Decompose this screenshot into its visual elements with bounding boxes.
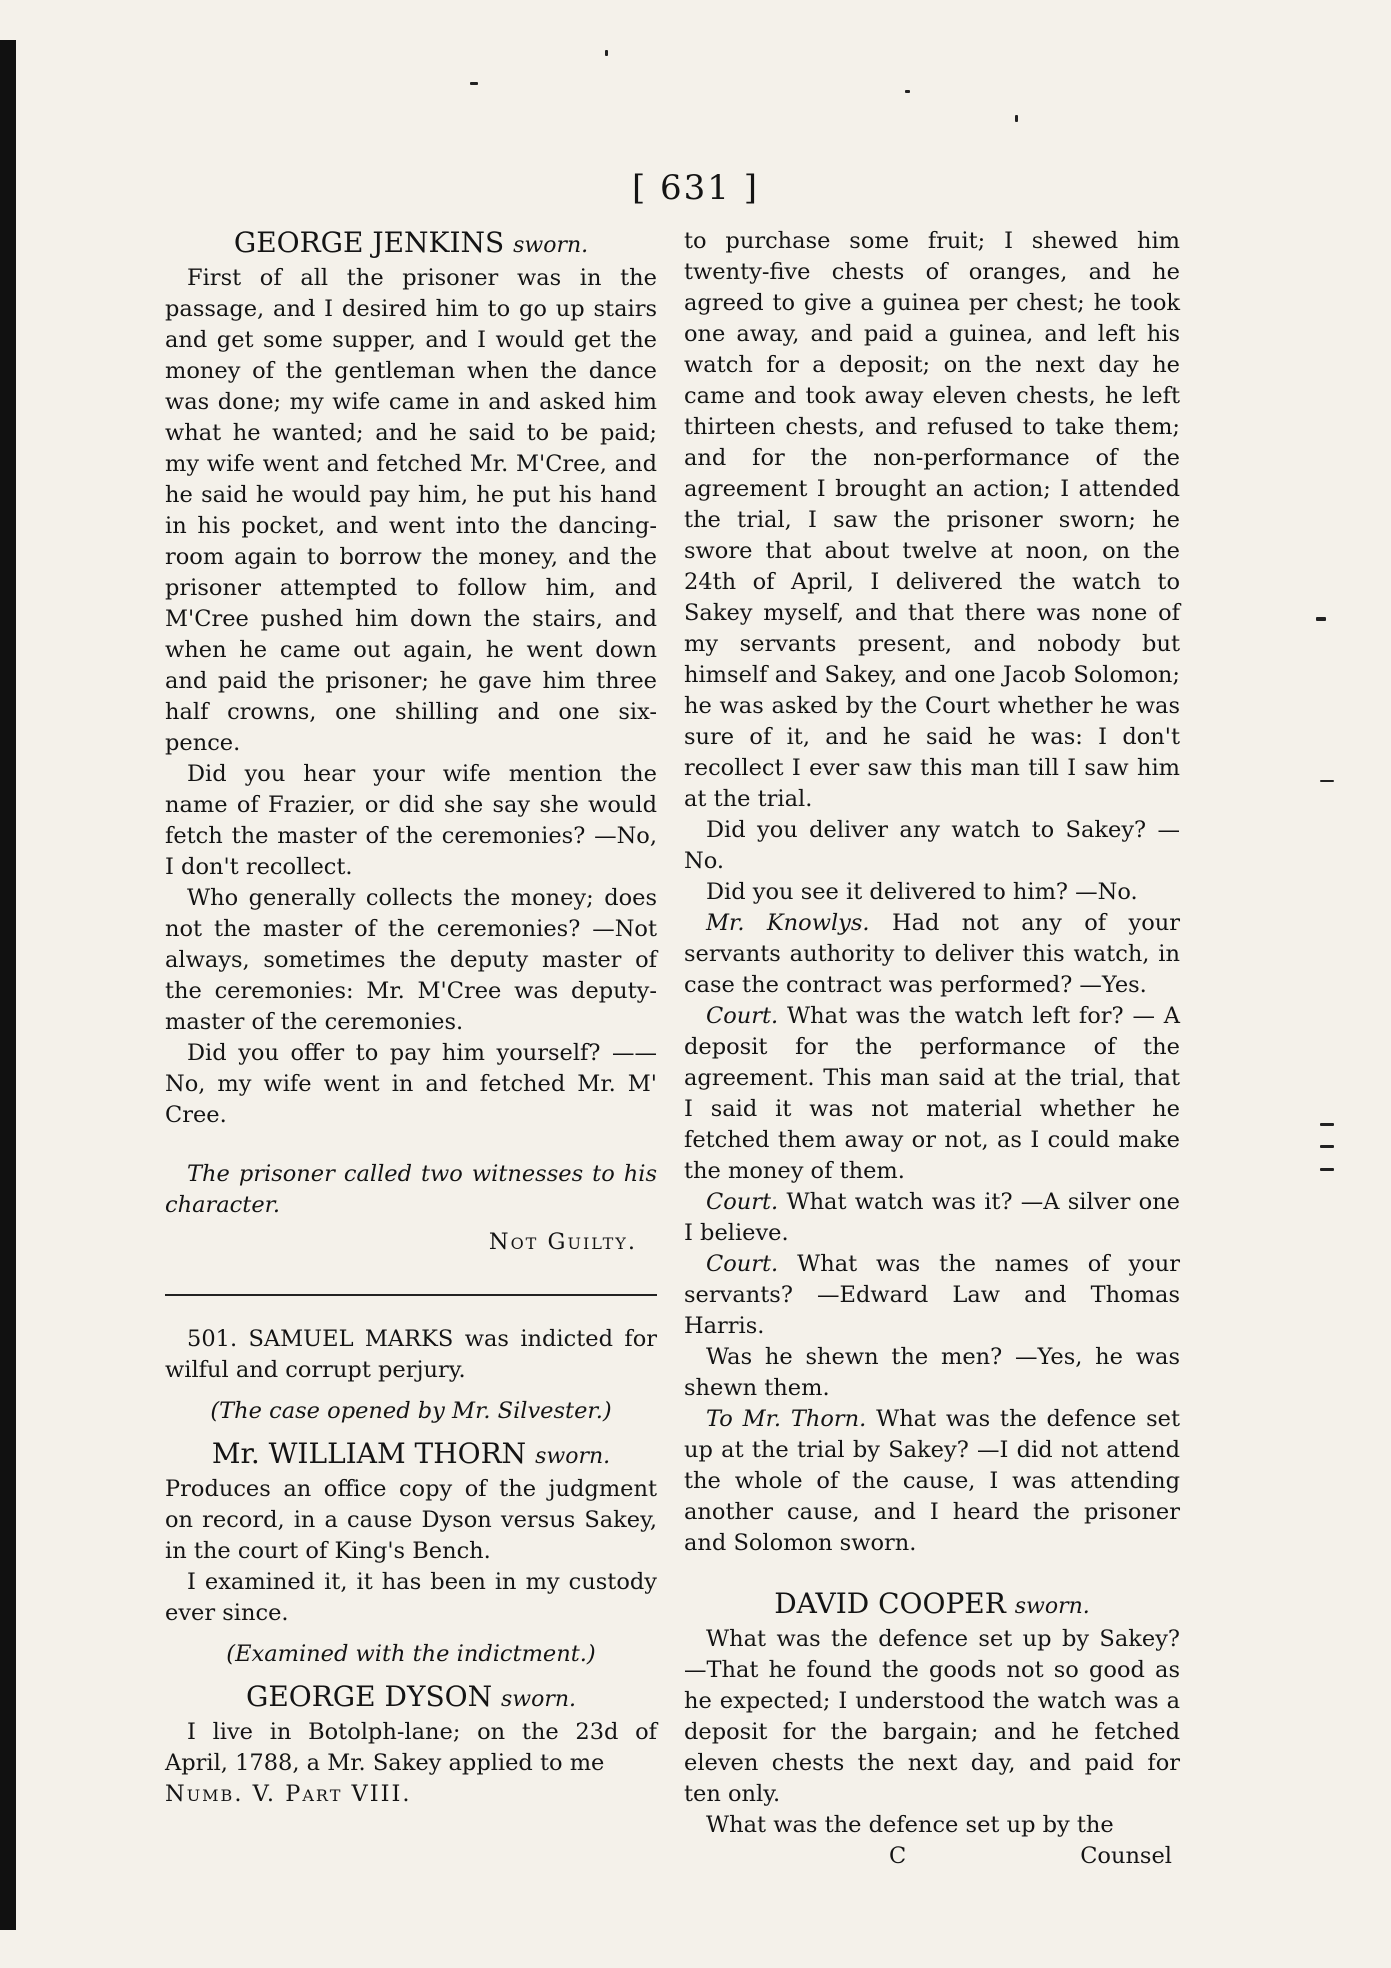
spacer	[684, 1559, 1180, 1587]
testimony-paragraph: Did you see it delivered to him? —No.	[706, 879, 1138, 905]
exchange-text: Had not any of your servants authority to deliver this watch, in case the contract was performed? —Yes.	[684, 910, 1181, 998]
witness-heading-cooper	[684, 1587, 1180, 1624]
testimony-paragraph: Produces an office copy of the judgment on record, in a cause Dyson versus Sakey, in the court of King's Bench.	[165, 1476, 657, 1564]
ink-speck	[1015, 115, 1018, 122]
testimony-paragraph: What was the defence set up by Sakey? —That he found the goods not so good as he expected; I understood the watch was a deposit for the bargain; and he fetched eleven chests the next day, and paid for ten only.	[684, 1626, 1180, 1807]
witness-name: GEORGE JENKINS	[233, 226, 505, 259]
testimony-paragraph: Who generally collects the money; does not the master of the ceremonies? —Not always, sometimes the deputy master of the ceremonies: Mr. M'Cree was deputy-master of the ceremonies.	[165, 885, 657, 1035]
witness-name: Mr. WILLIAM THORN	[211, 1437, 527, 1470]
case-opened-note: (The case opened by Mr. Silvester.)	[210, 1398, 612, 1424]
testimony-paragraph: I examined it, it has been in my custody ever since.	[165, 1569, 657, 1626]
ink-speck	[1320, 1168, 1334, 1171]
witness-name: GEORGE DYSON	[245, 1680, 493, 1713]
examined-note: (Examined with the indictment.)	[226, 1641, 596, 1667]
examination-to-thorn	[684, 1404, 1180, 1559]
testimony-paragraph: I live in Botolph-lane; on the 23d of April, 1788, a Mr. Sakey applied to me	[165, 1719, 657, 1776]
exchange-text: What was the names of your servants? —Edward Law and Thomas Harris.	[684, 1251, 1181, 1339]
ink-speck	[605, 50, 608, 56]
speaker-label: Court.	[706, 1003, 779, 1029]
page-binding-edge	[0, 40, 16, 1930]
exchange-text: What was the watch left for? — A deposit for the performance of the agreement. This man said at the trial, that I said it was not material whether he fetched them away or not, as I could make the money of them.	[684, 1003, 1181, 1184]
testimony-paragraph: What was the defence set up by the	[706, 1812, 1114, 1838]
speaker-label: Court.	[706, 1189, 779, 1215]
catch-line	[684, 1841, 1180, 1872]
case-intro: 501. SAMUEL MARKS was indicted for wilful and corrupt perjury.	[165, 1326, 657, 1383]
catchword: Counsel	[1080, 1843, 1172, 1869]
case-divider-rule	[165, 1294, 657, 1296]
examination-knowlys	[684, 908, 1180, 1001]
testimony-paragraph: First of all the prisoner was in the passage, and I desired him to go up stairs and get some supper, and I would get the money of the gentleman when the dance was done; my wife came in and asked him what he wanted; and he said to be paid; my wife went and fetched Mr. M'Cree, and he said he would pay him, he put his hand in his pocket, and went into the dancing-room again to borrow the money, and the prisoner attempted to follow him, and M'Cree pushed him down the stairs, and when he came out again, he went down and paid the prisoner; he gave him three half crowns, one shilling and one six-pence.	[165, 265, 657, 756]
witness-heading-dyson	[165, 1680, 657, 1717]
sworn-label: sworn.	[500, 1687, 577, 1712]
speaker-label: To Mr. Thorn.	[706, 1406, 867, 1432]
signature-footer: Numb. V. Part VIII.	[165, 1781, 412, 1807]
signature-mark: C	[889, 1843, 907, 1869]
ink-speck	[1320, 780, 1334, 782]
speaker-label: Mr. Knowlys.	[706, 910, 870, 936]
exchange-text: What watch was it? —A silver one I believe.	[684, 1189, 1181, 1246]
examination-court	[684, 1187, 1180, 1249]
speaker-label: Court.	[706, 1251, 779, 1277]
page-number: [ 631 ]	[631, 168, 760, 208]
witness-heading-jenkins	[165, 226, 657, 263]
testimony-paragraph: Did you hear your wife mention the name of Frazier, or did she say she would fetch the master of the ceremonies? —No, I don't recollect.	[165, 761, 657, 880]
testimony-paragraph: to purchase some fruit; I shewed him twenty-five chests of oranges, and he agreed to give a guinea per chest; he took one away, and paid a guinea, and left his watch for a deposit; on the next day he came and took away eleven chests, he left thirteen chests, and refused to take them; and for the non-performance of the agreement I brought an action; I attended the trial, I saw the prisoner sworn; he swore that about twelve at noon, on the 24th of April, I delivered the watch to Sakey myself, and that there was none of my servants present, and nobody but himself and Sakey, and one Jacob Solomon; he was asked by the Court whether he was sure of it, and he said he was: I don't recollect I ever saw this man till I saw him at the trial.	[684, 228, 1180, 812]
exchange-text: What was the defence set up at the trial by Sakey? —I did not attend the whole of the cause, I was attending another cause, and I heard the prisoner and Solomon sworn.	[684, 1406, 1180, 1556]
character-witness-note: The prisoner called two witnesses to his character.	[165, 1161, 657, 1218]
right-column	[684, 226, 1180, 1872]
ink-speck	[1320, 1123, 1334, 1126]
verdict: Not Guilty.	[488, 1229, 637, 1255]
testimony-paragraph: Did you offer to pay him yourself? —— No, my wife went in and fetched Mr. M' Cree.	[165, 1040, 657, 1128]
ink-speck	[1320, 1145, 1334, 1148]
ink-speck	[905, 90, 910, 93]
sworn-label: sworn.	[513, 233, 589, 258]
spacer	[165, 1131, 657, 1159]
testimony-paragraph: Was he shewn the men? —Yes, he was shewn them.	[684, 1344, 1180, 1401]
examination-court	[684, 1001, 1180, 1187]
sworn-label: sworn.	[535, 1444, 611, 1469]
sworn-label: sworn.	[1014, 1594, 1090, 1619]
examination-court	[684, 1249, 1180, 1342]
witness-heading-thorn	[165, 1437, 657, 1474]
left-column	[165, 226, 657, 1810]
testimony-paragraph: Did you deliver any watch to Sakey? — No.	[684, 817, 1180, 874]
ink-speck	[1316, 617, 1326, 621]
witness-name: DAVID COOPER	[774, 1587, 1006, 1620]
ink-speck	[470, 82, 478, 85]
